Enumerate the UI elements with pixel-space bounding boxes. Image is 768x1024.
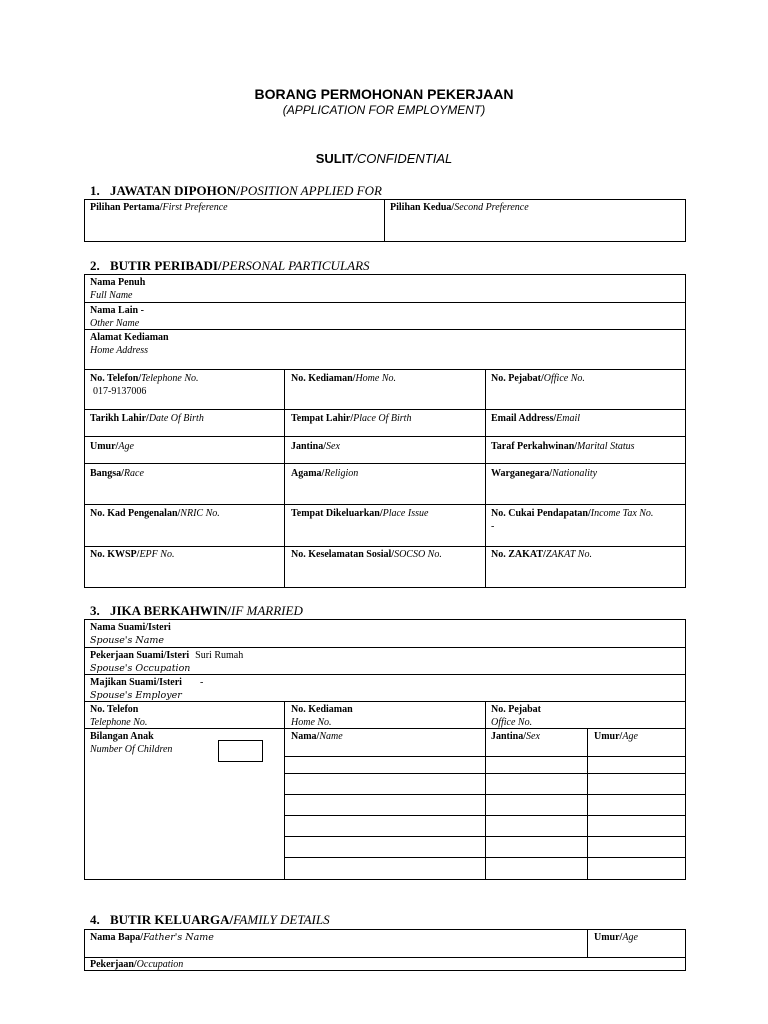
other-name-field[interactable]: Nama Lain - Other Name [90,305,144,329]
divider [284,756,686,757]
spouse-occupation-field[interactable]: Pekerjaan Suami/Isteri Suri Rumah Spouse's Occupation [90,650,244,674]
date-of-birth-field[interactable]: Tarikh Lahir/Date Of Birth [90,413,204,424]
age-field[interactable]: Umur/Age [90,441,134,452]
spouse-employer-field[interactable]: Majikan Suami/Isteri - Spouse's Employer [90,677,204,701]
nric-field[interactable]: No. Kad Pengenalan/NRIC No. [90,508,220,519]
nationality-field[interactable]: Warganegara/Nationality [491,468,598,479]
divider [284,815,686,816]
father-occupation-field[interactable]: Pekerjaan/Occupation [90,959,184,970]
child-age-header: Umur/Age [594,731,638,742]
divider [587,929,588,957]
full-name-field[interactable]: Nama Penuh Full Name [90,277,146,301]
zakat-field[interactable]: No. ZAKAT/ZAKAT No. [491,549,592,560]
spouse-office-number-field[interactable]: No. Pejabat Office No. [491,704,541,728]
divider [284,773,686,774]
section-4-heading: 4. BUTIR KELUARGA/FAMILY DETAILS [90,912,330,927]
father-age-field[interactable]: Umur/Age [594,932,638,943]
confidential-label: SULIT/CONFIDENTIAL [315,151,453,166]
home-address-field[interactable]: Alamat Kediaman Home Address [90,332,169,356]
place-of-birth-field[interactable]: Tempat Lahir/Place Of Birth [291,413,412,424]
divider [284,794,686,795]
spouse-telephone-field[interactable]: No. Telefon Telephone No. [90,704,148,728]
child-sex-header: Jantina/Sex [491,731,540,742]
spouse-home-number-field[interactable]: No. Kediaman Home No. [291,704,353,728]
divider [84,409,686,410]
divider [84,647,686,648]
divider [84,302,686,303]
form-subtitle: (APPLICATION FOR EMPLOYMENT) [282,103,486,117]
section-1-heading: 1. JAWATAN DIPOHON/POSITION APPLIED FOR [90,183,382,198]
divider [84,369,686,370]
religion-field[interactable]: Agama/Religion [291,468,359,479]
divider [485,369,486,588]
section-2-table [84,274,686,588]
divider [84,436,686,437]
children-count-input[interactable] [218,740,263,762]
divider [284,369,285,588]
marital-status-field[interactable]: Taraf Perkahwinan/Marital Status [491,441,635,452]
divider [84,463,686,464]
epf-field[interactable]: No. KWSP/EPF No. [90,549,175,560]
child-name-header: Nama/Name [291,731,343,742]
divider [284,701,285,880]
divider [84,329,686,330]
second-preference-field[interactable]: Pilihan Kedua/Second Preference [390,202,529,213]
race-field[interactable]: Bangsa/Race [90,468,144,479]
divider [485,701,486,880]
section-2-heading: 2. BUTIR PERIBADI/PERSONAL PARTICULARS [90,258,370,273]
divider [284,836,686,837]
telephone-field[interactable]: No. Telefon/Telephone No. 017-9137006 [90,373,199,397]
home-number-field[interactable]: No. Kediaman/Home No. [291,373,397,384]
father-name-field[interactable]: Nama Bapa/Father's Name [90,932,214,943]
section-3-heading: 3. JIKA BERKAHWIN/IF MARRIED [90,603,303,618]
email-field[interactable]: Email Address/Email [491,413,580,424]
form-title: BORANG PERMOHONAN PEKERJAAN [254,86,514,102]
divider [84,728,686,729]
divider [84,546,686,547]
sex-field[interactable]: Jantina/Sex [291,441,340,452]
divider [84,504,686,505]
children-count-label: Bilangan Anak Number Of Children [90,731,173,755]
income-tax-field[interactable]: No. Cukai Pendapatan/Income Tax No. - [491,508,654,532]
divider [284,857,686,858]
spouse-name-field[interactable]: Nama Suami/Isteri Spouse's Name [90,622,171,646]
place-issue-field[interactable]: Tempat Dikeluarkan/Place Issue [291,508,429,519]
office-number-field[interactable]: No. Pejabat/Office No. [491,373,585,384]
socso-field[interactable]: No. Keselamatan Sosial/SOCSO No. [291,549,442,560]
first-preference-field[interactable]: Pilihan Pertama/First Preference [90,202,228,213]
divider [384,199,385,242]
